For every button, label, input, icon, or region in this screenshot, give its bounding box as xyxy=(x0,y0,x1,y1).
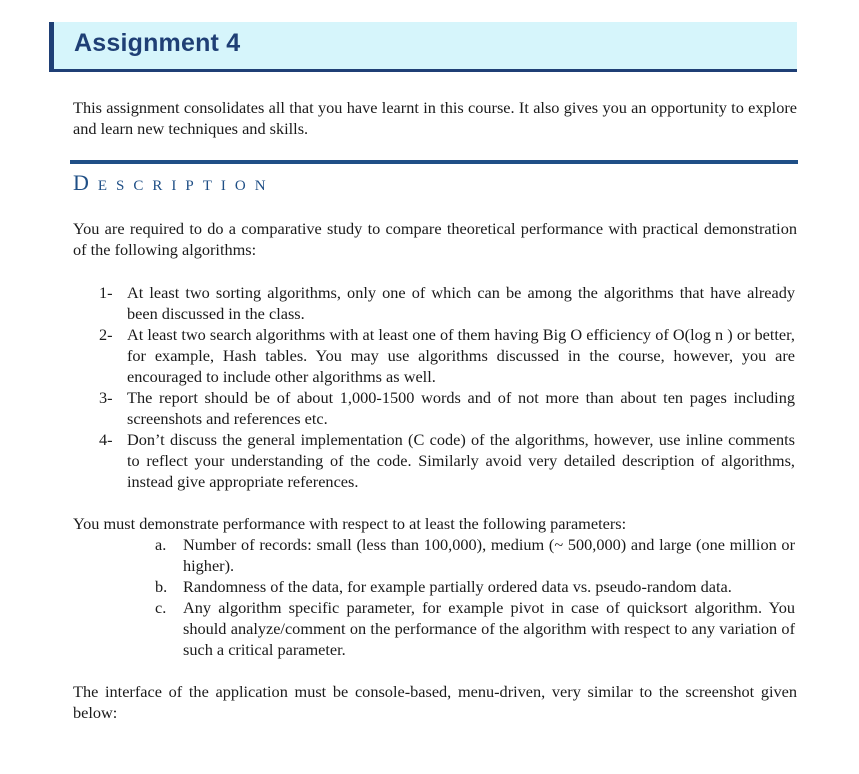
list-item-text: Don’t discuss the general implementation (C code) of the algorithms, however, use inline comments to reflect your understanding of the code. Similarly avoid very detailed description of algorithms, instead give appropriate references. xyxy=(127,430,795,491)
list-marker: a. xyxy=(155,535,167,554)
list-marker: 3- xyxy=(99,388,113,407)
list-item-text: Number of records: small (less than 100,000), medium (~ 500,000) and large (one million or higher). xyxy=(183,535,795,575)
list-item-text: Randomness of the data, for example partially ordered data vs. pseudo-random data. xyxy=(183,577,732,596)
list-item xyxy=(99,429,795,492)
list-item-text: The report should be of about 1,000-1500 words and of not more than about ten pages including screenshots and references etc. xyxy=(127,388,795,428)
list-item xyxy=(155,534,795,576)
list-marker: c. xyxy=(155,598,167,617)
list-marker: 2- xyxy=(99,325,113,344)
list-item xyxy=(155,576,795,597)
intro-paragraph: This assignment consolidates all that you have learnt in this course. It also gives you an opportunity to explore and learn new techniques and skills. xyxy=(73,98,797,138)
list-item xyxy=(155,597,795,660)
section-heading-description: Description xyxy=(73,170,275,195)
parameters-intro: You must demonstrate performance with respect to at least the following parameters: xyxy=(73,514,627,533)
requirements-list xyxy=(99,282,795,492)
list-item xyxy=(99,324,795,387)
section-divider xyxy=(70,160,798,164)
list-marker: 4- xyxy=(99,430,113,449)
list-item xyxy=(99,282,795,324)
page-title: Assignment 4 xyxy=(74,29,241,57)
title-banner xyxy=(49,22,797,72)
list-item-text: Any algorithm specific parameter, for example pivot in case of quicksort algorithm. You should analyze/comment on the performance of the algorithm with respect to any variation of such a critical parameter. xyxy=(183,598,795,659)
interface-note: The interface of the application must be console-based, menu-driven, very similar to the screenshot given below: xyxy=(73,682,797,722)
list-item xyxy=(99,387,795,429)
list-item-text: At least two sorting algorithms, only one of which can be among the algorithms that have already been discussed in the class. xyxy=(127,283,795,323)
list-item-text: At least two search algorithms with at least one of them having Big O efficiency of O(log n ) or better, for example, Hash tables. You may use algorithms discussed in the course, however, you are encouraged to include other algorithms as well. xyxy=(127,325,795,386)
list-marker: b. xyxy=(155,577,168,596)
list-marker: 1- xyxy=(99,283,113,302)
description-intro: You are required to do a comparative study to compare theoretical performance with practical demonstration of the following algorithms: xyxy=(73,219,797,259)
parameters-list xyxy=(155,534,795,660)
